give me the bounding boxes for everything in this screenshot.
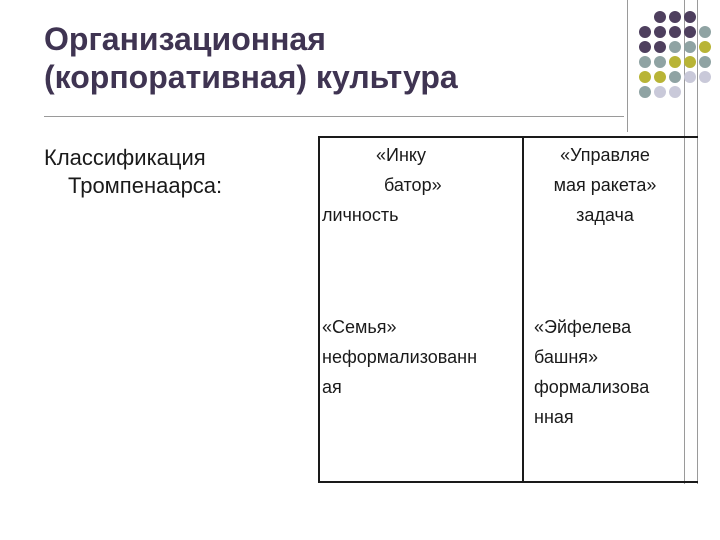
decor-dot [639, 71, 651, 83]
decor-dot [654, 86, 666, 98]
decor-dot [669, 26, 681, 38]
decor-dot [699, 26, 711, 38]
slide-title [44, 20, 604, 96]
decor-dot [639, 26, 651, 38]
classification-label-line-1: Классификация [44, 145, 206, 170]
decor-dot [684, 56, 696, 68]
cell-family-line-3: ая [322, 377, 342, 397]
cell-incubator-line-1: «Инку [376, 145, 426, 165]
cell-family-line-2: неформализованн [322, 347, 478, 367]
decor-dot [684, 71, 696, 83]
grid-cell-incubator [322, 140, 522, 230]
decor-dot [654, 26, 666, 38]
decor-dot [669, 11, 681, 23]
slide-title-line-1: Организационная [44, 21, 326, 57]
grid-cell-guided-missile [530, 140, 680, 230]
decor-dot [669, 56, 681, 68]
cell-guided-missile-line-3: задача [576, 205, 634, 225]
cell-incubator-line-2: батор» [384, 175, 442, 195]
decor-dot [669, 86, 681, 98]
grid-cell-eiffel-tower [534, 312, 684, 432]
grid-divider-vertical [522, 136, 524, 483]
decor-dot [639, 56, 651, 68]
cell-eiffel-line-3: формализова [534, 377, 650, 397]
decor-dot [699, 71, 711, 83]
cell-guided-missile-line-2: мая ракета» [553, 175, 657, 195]
decor-dot [654, 56, 666, 68]
decor-dot [654, 11, 666, 23]
decor-dot [669, 71, 681, 83]
decor-dot [684, 11, 696, 23]
cell-family-line-1: «Семья» [322, 317, 397, 337]
decor-dot [699, 41, 711, 53]
decor-dot [699, 56, 711, 68]
cell-eiffel-line-4: нная [534, 407, 574, 427]
decor-dot [684, 26, 696, 38]
cell-incubator-line-3: личность [322, 205, 399, 225]
decor-dot [639, 86, 651, 98]
slide-title-line-2: (корпоративная) культура [44, 59, 458, 95]
decor-dot [669, 41, 681, 53]
classification-label [44, 144, 294, 200]
decor-dot [654, 41, 666, 53]
decor-dot [654, 71, 666, 83]
cell-eiffel-line-2: башня» [534, 347, 599, 367]
decor-dot [684, 41, 696, 53]
cell-guided-missile-line-1: «Управляе [560, 145, 650, 165]
classification-label-line-2: Тромпенаарса: [68, 173, 223, 198]
grid-cell-family [322, 312, 522, 402]
cell-eiffel-line-1: «Эйфелева [534, 317, 632, 337]
decor-dot [639, 41, 651, 53]
